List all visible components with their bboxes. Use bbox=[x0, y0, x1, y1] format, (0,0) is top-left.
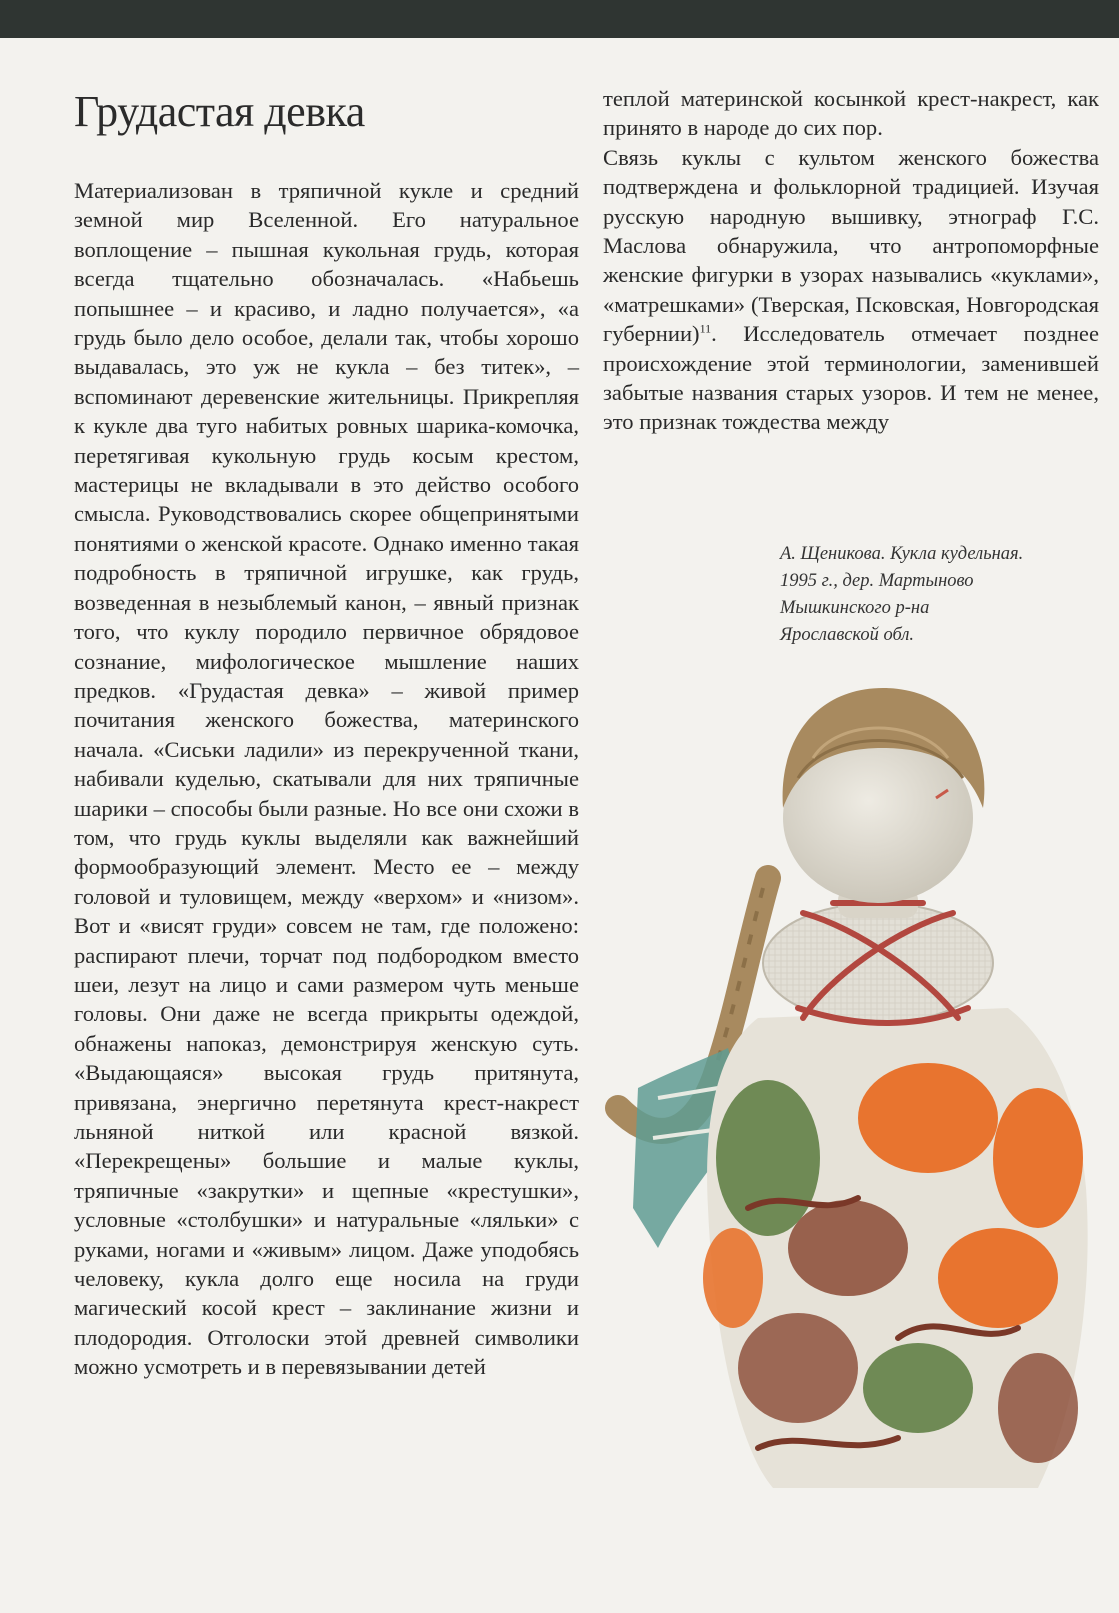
photo-caption bbox=[780, 541, 1080, 649]
left-text-column bbox=[74, 176, 579, 1382]
caption-line-4: Ярославской обл. bbox=[780, 625, 915, 645]
doll-dress bbox=[703, 1008, 1088, 1488]
footnote-marker: 11 bbox=[699, 321, 712, 336]
doll-illustration bbox=[598, 688, 1098, 1528]
doll-photo bbox=[598, 688, 1098, 1528]
paragraph-2-end: . Исследователь отмечает позднее происхождение этой терминологии, заменившей забытые названия старых узоров. И тем не менее, это признак тождества между bbox=[603, 321, 1099, 435]
left-column-paragraph: Материализован в тряпичной кукле и средний земной мир Вселенной. Его натуральное воплощение – пышная кукольная грудь, которая всегда тщательно обозначалась. «Набьешь попышнее – и красиво, и ладно получается», «а грудь было дело особое, делали так, чтобы хорошо выдавалась, это уж не кукла – без титек», – вспоминают деревенские жительницы. Прикрепляя к кукле два туго набитых ровных шарика-комочка, перетягивая кукольную грудь косым крестом, мастерицы не вкладывали в это действо особого смысла. Руководствовались скорее общепринятыми понятиями о женской красоте. Однако именно такая подробность в тряпичной игрушке, как грудь, возведенная в незыблемый канон, – явный признак того, что куклу породило первичное обрядовое сознание, мифологическое мышление наших предков. «Грудастая девка» – живой пример почитания женского божества, материнского начала. «Сиськи ладили» из перекрученной ткани, набивали куделью, скатывали для них тряпичные шарики – способы были разные. Но все они схожи в том, что грудь куклы выделяли как важнейший формообразующий элемент. Место ее – между головой и туловищем, между «верхом» и «низом». Вот и «висят груди» совсем не там, где положено: распирают плечи, торчат под подбородком вместо шеи, лезут на лицо и сами размером чуть меньше головы. Они даже не всегда прикрыты одеждой, обнажены напоказ, демонстрируя женскую суть. «Выдающаяся» высокая грудь притянута, привязана, энергично перетянута крест-накрест льняной ниткой или красной вязкой. «Перекрещены» большие и малые куклы, тряпичные «закрутки» и щепные «крестушки», условные «столбушки» и натуральные «ляльки» с руками, ногами и «живым» лицом. Даже уподобясь человеку, кукла долго еще носила на груди магический косой крест – заклинание жизни и плодородия. Отголоски этой древней символики можно усмотреть и в перевязывании детей bbox=[74, 178, 579, 1380]
page-title: Грудастая девка bbox=[74, 87, 365, 136]
top-dark-band bbox=[0, 0, 1119, 38]
right-column-paragraph-1: теплой материнской косынкой крест-накрест, как принято в народе до сих пор. bbox=[603, 86, 1099, 141]
paragraph-2-start: Связь куклы с культом женского божества подтверждена и фольклорной традицией. Изучая русскую народную вышивку, этнограф Г.С. Маслова обнаружила, что антропоморфные женские фигурки в узорах назывались «куклами», «матрешками» (Тверская, Псковская, Новгородская губернии) bbox=[603, 144, 1099, 347]
doll-head bbox=[783, 688, 985, 903]
doll-breasts bbox=[763, 903, 993, 1023]
caption-line-1: А. Щеникова. Кукла кудельная. bbox=[780, 544, 1024, 564]
right-column-paragraph-2 bbox=[603, 143, 1099, 437]
caption-line-3: Мышкинского р-на bbox=[780, 598, 930, 618]
right-text-column bbox=[603, 84, 1099, 437]
caption-line-2: 1995 г., дер. Мартыново bbox=[780, 571, 974, 591]
